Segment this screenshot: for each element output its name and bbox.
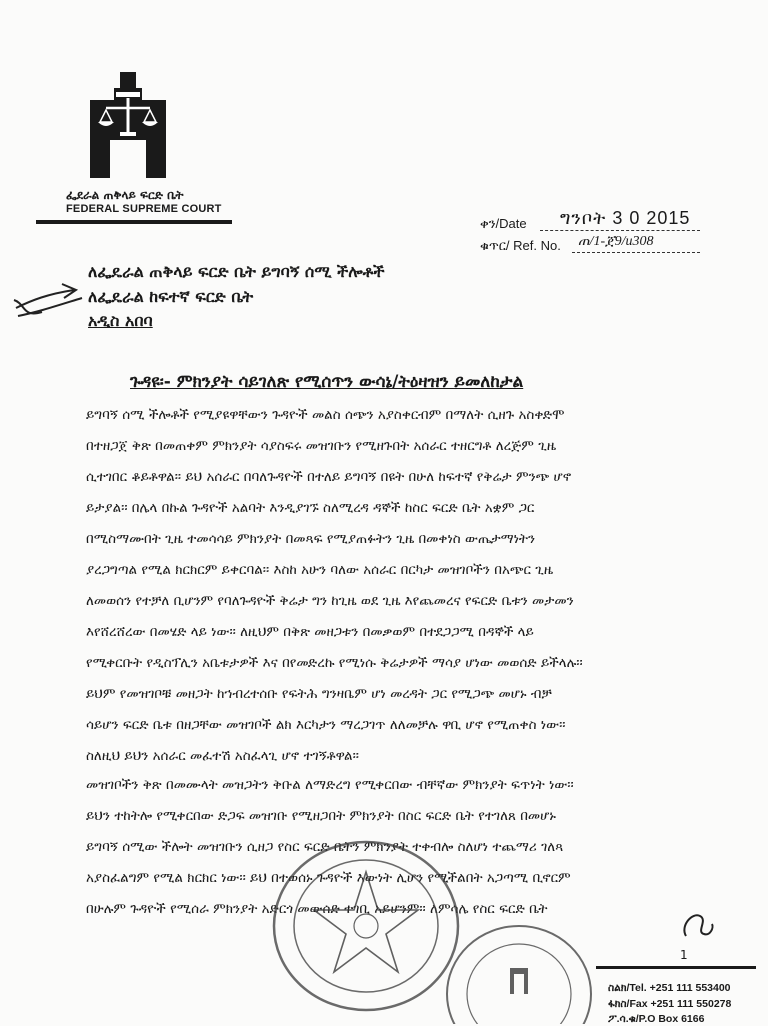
paragraph-line: የሚቀርቡት የዲስፕሊን አቤቱታዎች እና በየመድረኩ የሚነሱ ቅሬታዎች ማሳያ ሆነው መወሰድ ይችላሉ፡፡ xyxy=(86,655,583,671)
paragraph-line: ለመወሰን የተቻለ ቢሆንም የባለጉዳዮች ቅሬታ ግን ከጊዜ ወደ ጊዜ እየጨመረና የፍርድ ቤቱን መታመን xyxy=(86,593,574,609)
paragraph-line: በሁሉም ጉዳዮች የሚሰራ ምክንያት አድርጎ መውሰድ ተገቢ አይሆንም፡፡ ለምሳሌ የስር ፍርድ ቤት xyxy=(86,901,548,917)
paragraph-line: ይግባኝ ሰሚ ችሎቶች የሚያዩዋቸውን ጉዳዮች መልስ ሰጭን አያስቀርብም በማለት ሲዘጉ አስቀድሞ xyxy=(86,407,565,423)
paragraph-line: ይህም የመዝገቦቹ መዘጋት ከኀብረተሰቡ የፍትሕ ግንዛቤም ሆነ መረዳት ጋር የሚጋጭ መሆኑ ብቻ xyxy=(86,686,552,702)
date-label: ቀን/Date xyxy=(480,216,527,231)
footer-divider xyxy=(596,966,756,969)
header-divider xyxy=(36,220,232,224)
ref-underline xyxy=(572,252,700,253)
paragraph-line: በሚስማሙበት ጊዜ ተመሳሳይ ምክንያት በመጻፍ የሚያጠፉትን ጊዜ በመቀነስ ውጤታማነትን xyxy=(86,531,536,547)
court-seal-small-icon xyxy=(444,924,594,1024)
footer-pobox: ፖ.ሳ.ቁ/P.O Box 6166 xyxy=(608,1013,705,1025)
court-scales-logo-icon xyxy=(88,70,168,182)
footer-tel: ስልክ/Tel. +251 111 553400 xyxy=(608,982,731,994)
footer-fax: ፋክስ/Fax +251 111 550278 xyxy=(608,998,732,1010)
page-number: 1 xyxy=(680,948,688,962)
paragraph-line: በተዘጋጀ ቅጽ በመጠቀም ምክንያት ሳያስፍሩ መዝገቡን የሚዘጉበት አሰራር ተዘርግቶ ለረጅም ጊዜ xyxy=(86,438,557,454)
signature-scribble-icon xyxy=(678,906,718,942)
paragraph-line: ስለዚህ ይህን አሰራር መፈተሽ አስፈላጊ ሆኖ ተገኝቶዋል፡፡ xyxy=(86,748,359,764)
subject-line: ጉዳዩ፡- ምክንያት ሳይገለጽ የሚሰጥን ውሳኔ/ትዕዛዝን ይመለከታል xyxy=(130,372,524,392)
ref-label: ቁጥር/ Ref. No. xyxy=(480,238,561,253)
date-value: ግንቦት 3 0 2015 xyxy=(560,208,691,228)
paragraph-line: አያስፈልግም የሚል ክርክር ነው፡፡ ይህ በተወሰኑ ጉዳዮች እውነት ሊሆን የሚችልበት አጋጣሚ ቢኖርም xyxy=(86,870,571,886)
court-name-english: FEDERAL SUPREME COURT xyxy=(66,203,222,215)
paragraph-line: መዝገቦችን ቅጽ በመሙላት መዝጋትን ቅቡል ለማድረግ የሚቀርበው ብቸኛው ምክንያት ፍጥነት ነው፡፡ xyxy=(86,777,574,793)
body-paragraph-1 xyxy=(86,400,718,772)
paragraph-line: ሲተገበር ቆይቶዋል፡፡ ይህ አሰራር በባለጉዳዮች በተለይ ይግባኝ በዩት በሁለ ከፍተኛ የቅሬታ ምንጭ ሆኖ xyxy=(86,469,572,485)
ref-value: ጠ/1-ጀ9/u308 xyxy=(578,234,654,249)
court-seal-star-icon xyxy=(270,838,462,1014)
recipient-line-3: አዲስ አበባ xyxy=(88,311,153,330)
date-underline xyxy=(540,230,700,231)
paragraph-line: ይታያል፡፡ በሌላ በኩል ጉዳዮች አልባት እንዲያገኙ ስለሚረዳ ዳኞች ከስር ፍርድ ቤት አቋም ጋር xyxy=(86,500,535,516)
handwritten-arrow-icon xyxy=(12,278,96,324)
recipient-line-1: ለፌዴራል ጠቅላይ ፍርድ ቤት ይግባኝ ሰሚ ችሎቶች xyxy=(88,262,385,281)
paragraph-line: እየሸረሸረው በመሄድ ላይ ነው፡፡ ለዚህም በቅጽ መዘጋቱን በመቃወም በተደጋጋሚ በዳኞች ላይ xyxy=(86,624,534,640)
paragraph-line: ሳይሆን ፍርድ ቤቱ በዘጋቸው መዝገቦች ልክ እርካታን ማረጋገጥ ለለመቻሉ ዋቢ ሆኖ የሚጠቀስ ነው፡፡ xyxy=(86,717,566,733)
paragraph-line: ይህን ተከትሎ የሚቀርበው ድጋፍ መዝገቡ የሚዘጋበት ምክንያት በስር ፍርድ ቤት የተገለጸ በመሆኑ xyxy=(86,808,556,824)
court-name-amharic: ፌደራል ጠቅላይ ፍርድ ቤት xyxy=(66,188,184,202)
recipient-line-2: ለፌዴራል ከፍተኛ ፍርድ ቤት xyxy=(88,287,254,306)
paragraph-line: ይግባኝ ሰሚው ችሎት መዝገቡን ሲዘጋ የስር ፍርድ ቤትን ምክንያት ተቀብሎ ስለሆነ ተጨማሪ ገለጻ xyxy=(86,839,564,855)
paragraph-line: ያረጋግጣል የሚል ክርክርም ይቀርባል፡፡ እስከ አሁን ባለው አሰራር በርካታ መዝገቦችን በአጭር ጊዜ xyxy=(86,562,554,578)
